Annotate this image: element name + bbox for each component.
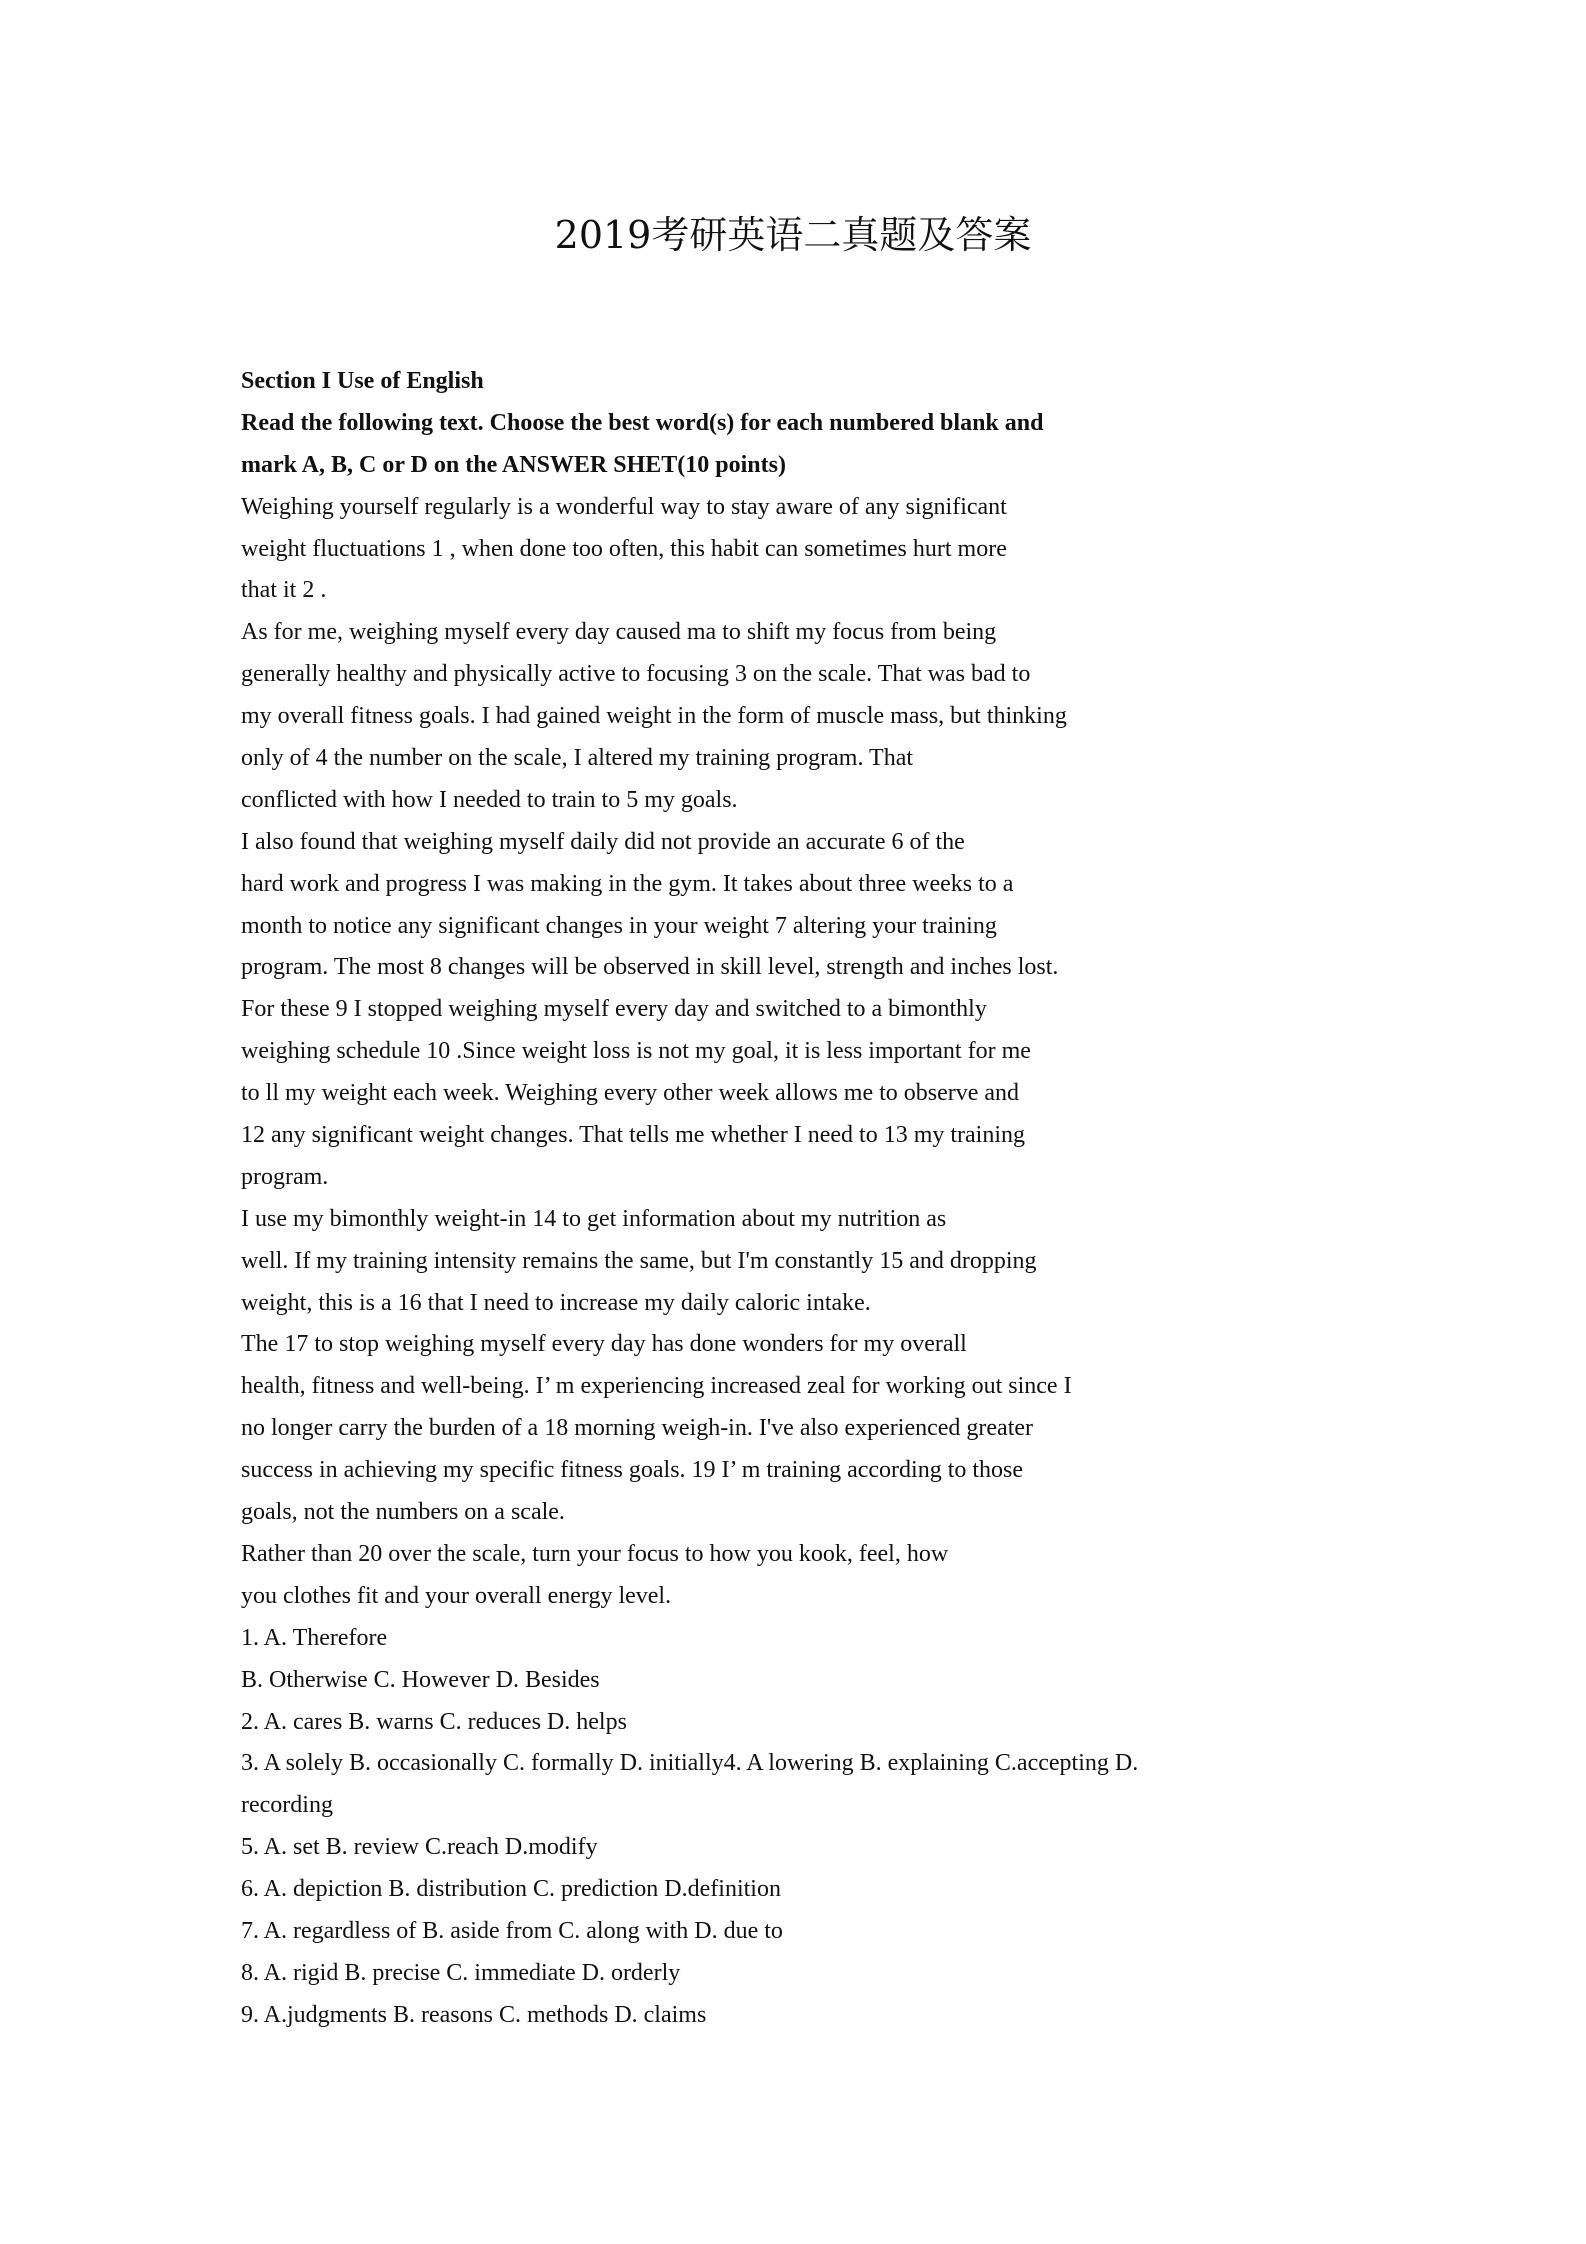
document-body bbox=[241, 361, 1351, 2037]
text-line: I use my bimonthly weight-in 14 to get information about my nutrition as bbox=[241, 1205, 947, 1232]
text-line: 1. A. Therefore bbox=[241, 1624, 388, 1651]
text-line: health, fitness and well-being. I’ m experiencing increased zeal for working out since I bbox=[241, 1373, 1072, 1400]
text-line: my overall fitness goals. I had gained weight in the form of muscle mass, but thinking bbox=[241, 703, 1067, 730]
text-line: success in achieving my specific fitness goals. 19 I’ m training according to those bbox=[241, 1457, 1024, 1484]
document-title: 2019考研英语二真题及答案 bbox=[554, 213, 1032, 257]
text-line: Section I Use of English bbox=[241, 368, 484, 394]
text-line: that it 2 . bbox=[241, 577, 327, 604]
text-line: 3. A solely B. occasionally C. formally D. initially4. A lowering B. explaining C.accepting D. bbox=[241, 1750, 1139, 1777]
text-line: weight fluctuations 1 , when done too often, this habit can sometimes hurt more bbox=[241, 535, 1007, 562]
text-line: to ll my weight each week. Weighing every other week allows me to observe and bbox=[241, 1080, 1020, 1107]
text-line: 2. A. cares B. warns C. reduces D. helps bbox=[241, 1708, 627, 1735]
text-line: Read the following text. Choose the best word(s) for each numbered blank and bbox=[241, 409, 1044, 436]
text-line: For these 9 I stopped weighing myself every day and switched to a bimonthly bbox=[241, 996, 987, 1023]
text-line: you clothes fit and your overall energy level. bbox=[241, 1582, 672, 1609]
text-line: The 17 to stop weighing myself every day has done wonders for my overall bbox=[241, 1331, 967, 1358]
text-line: Rather than 20 over the scale, turn your focus to how you kook, feel, how bbox=[241, 1540, 949, 1567]
text-line: As for me, weighing myself every day caused ma to shift my focus from being bbox=[241, 619, 997, 646]
text-line: program. bbox=[241, 1163, 329, 1190]
text-line: generally healthy and physically active to focusing 3 on the scale. That was bad to bbox=[241, 661, 1031, 688]
text-line: recording bbox=[241, 1792, 333, 1819]
text-line: program. The most 8 changes will be observed in skill level, strength and inches lost. bbox=[241, 954, 1059, 981]
text-line: only of 4 the number on the scale, I altered my training program. That bbox=[241, 745, 914, 772]
text-line: goals, not the numbers on a scale. bbox=[241, 1499, 565, 1526]
text-line: no longer carry the burden of a 18 morning weigh-in. I've also experienced greater bbox=[241, 1415, 1034, 1442]
text-line: 12 any significant weight changes. That tells me whether I need to 13 my training bbox=[241, 1122, 1026, 1149]
text-line: 9. A.judgments B. reasons C. methods D. claims bbox=[241, 2001, 707, 2028]
text-line: well. If my training intensity remains the same, but I'm constantly 15 and dropping bbox=[241, 1247, 1037, 1274]
text-line: 6. A. depiction B. distribution C. prediction D.definition bbox=[241, 1876, 781, 1903]
text-line: hard work and progress I was making in the gym. It takes about three weeks to a bbox=[241, 870, 1014, 897]
text-line: 5. A. set B. review C.reach D.modify bbox=[241, 1834, 598, 1861]
text-line: weighing schedule 10 .Since weight loss is not my goal, it is less important for me bbox=[241, 1038, 1031, 1065]
text-line: mark A, B, C or D on the ANSWER SHET(10 points) bbox=[241, 451, 786, 478]
text-line: I also found that weighing myself daily did not provide an accurate 6 of the bbox=[241, 828, 965, 855]
text-line: conflicted with how I needed to train to 5 my goals. bbox=[241, 786, 738, 813]
text-line: B. Otherwise C. However D. Besides bbox=[241, 1666, 600, 1693]
text-line: 7. A. regardless of B. aside from C. along with D. due to bbox=[241, 1917, 783, 1944]
text-line: weight, this is a 16 that I need to increase my daily caloric intake. bbox=[241, 1289, 871, 1316]
text-line: month to notice any significant changes in your weight 7 altering your training bbox=[241, 912, 997, 939]
text-line: Weighing yourself regularly is a wonderful way to stay aware of any significant bbox=[241, 493, 1007, 520]
text-line: 8. A. rigid B. precise C. immediate D. orderly bbox=[241, 1959, 681, 1986]
